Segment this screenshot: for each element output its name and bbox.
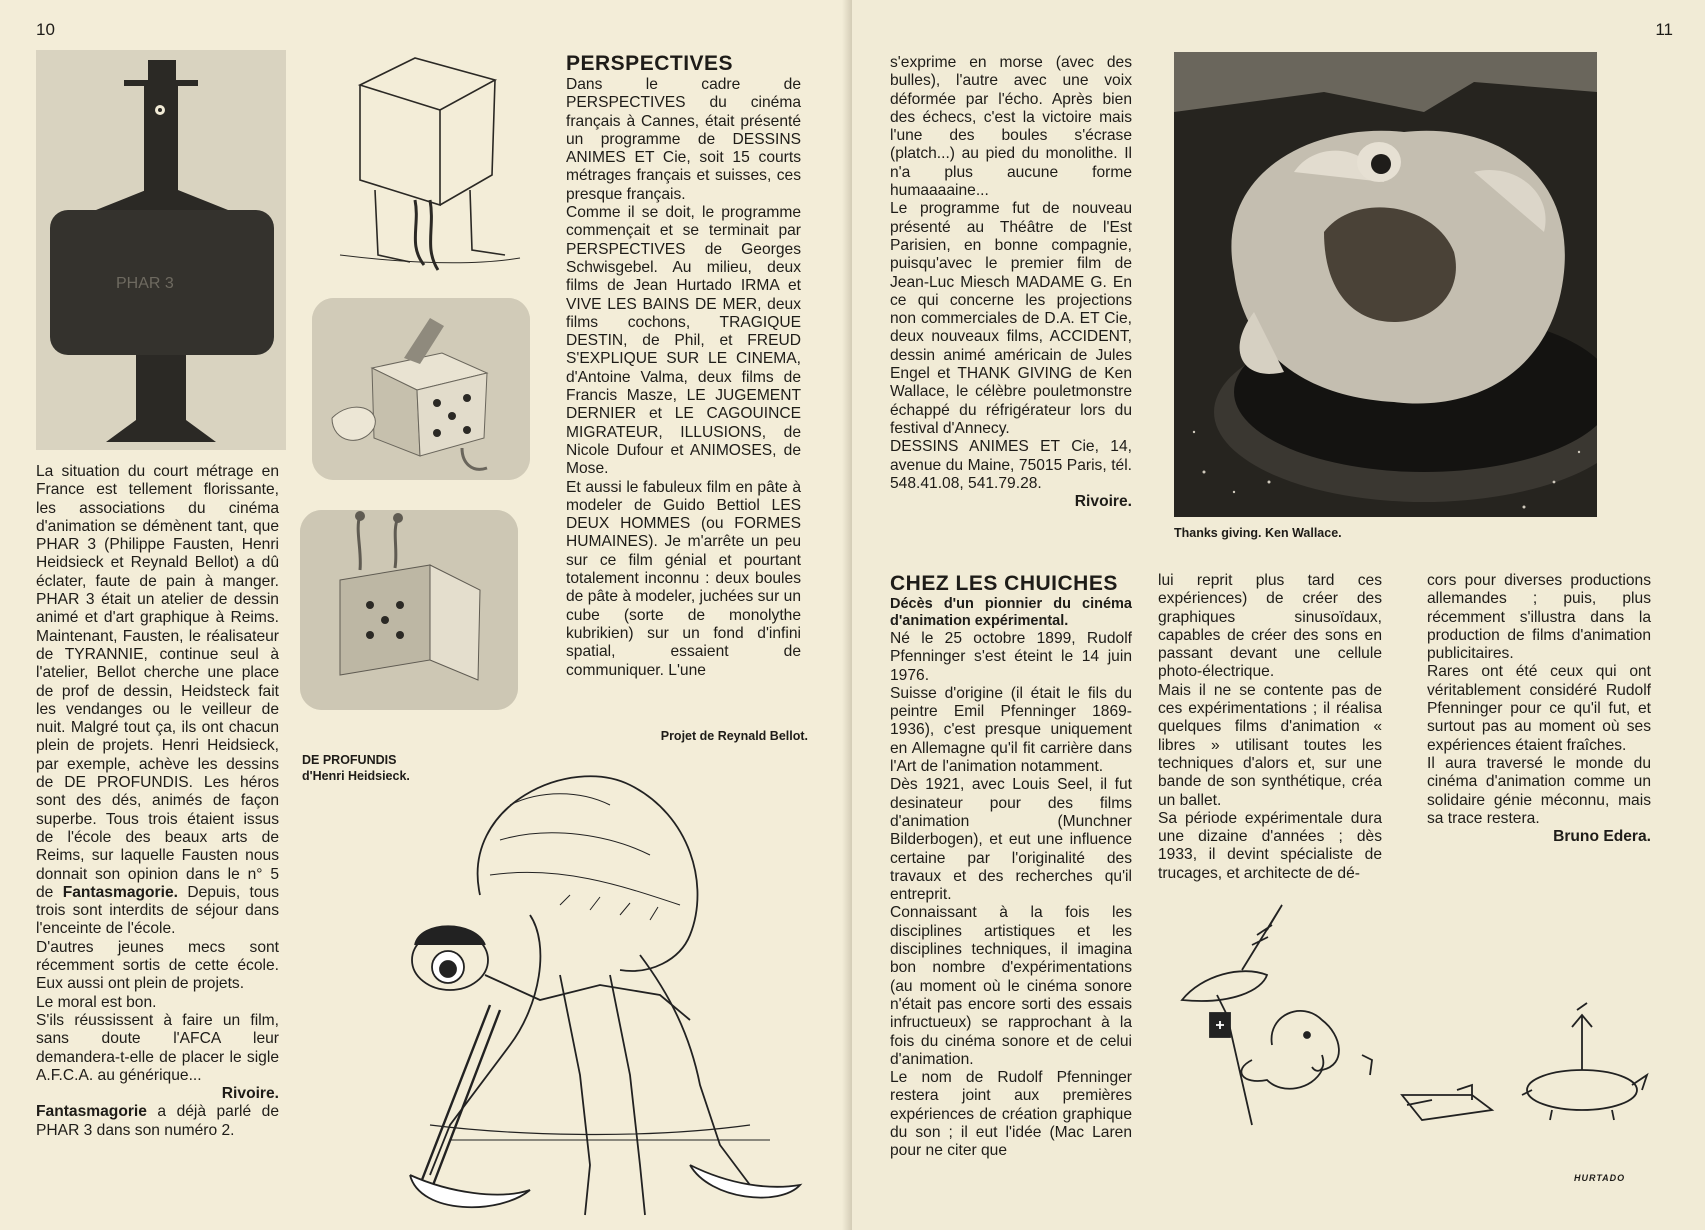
chuiches-paragraph: Suisse d'origine (il était le fils du peintre Emil Pfenninger 1869-1936), c'est presque uniquement en Allemagne qu'il fit carrière dans l'Art de l'animation notamment. [890, 684, 1132, 776]
chuiches-paragraph: Dès 1921, avec Louis Seel, il fut desinateur pour des films d'animation (Munchner Bilderbogen), et eut une influence certaine par l'originalité des travaux et des recherches qu'il entreprit. [890, 776, 1132, 904]
perspectives-paragraph: s'exprime en morse (avec des bulles), l'autre avec une voix déformée par l'écho. Après bien des échecs, c'est la victoire mais l'une des boules s'écrase (platch...) au pied du monolithe. Il n'a plus aucune forme humaaaaine... [890, 54, 1132, 200]
perspectives-continuation [890, 54, 1132, 511]
left-page [0, 0, 852, 1230]
right-page [852, 0, 1705, 1230]
phar3-signature: Rivoire. [221, 1085, 279, 1103]
phar3-illustration [36, 50, 286, 450]
phar3-note: Fantasmagorie a déjà parlé de PHAR 3 dans son numéro 2. [36, 1103, 280, 1139]
page-number-left: 10 [36, 20, 55, 39]
hunched-figure-drawing [390, 745, 810, 1223]
chuiches-signature: Bruno Edera. [1553, 828, 1651, 846]
chuiches-paragraph: lui reprit plus tard ces expériences) de créer des graphiques sinusoïdaux, capables de créer des sons en passant devant une cellule photo-électrique. [1158, 572, 1382, 681]
chuiches-paragraph: Le nom de Rudolf Pfenninger restera joint aux premières expériences de création graphique du son ; il eut l'idée (Mac Laren pour ne citer que [890, 1069, 1132, 1160]
chuiches-column-1 [890, 572, 1132, 1161]
perspectives-paragraph: Dans le cadre de PERSPECTIVES du cinéma français à Cannes, était présenté un programme de DESSINS ANIMES ET Cie, soit 15 courts métrages français et suisses, ces presque français. [566, 76, 801, 203]
chuiches-column-3 [1427, 572, 1651, 846]
de-profundis-caption: DE PROFUNDIS d'Henri Heidsieck. [302, 753, 410, 783]
chuiches-column-2 [1158, 572, 1382, 883]
chuiches-title: CHEZ LES CHUICHES [890, 572, 1118, 595]
chuiches-paragraph: Sa période expérimentale dura une dizaine d'années ; dès 1933, il devint spécialiste de trucages, et architecte de dé- [1158, 809, 1382, 882]
thanks-giving-photo [1174, 52, 1597, 517]
dice-still-1 [312, 298, 530, 480]
phar3-paragraph: Le moral est bon. [36, 993, 157, 1011]
chuiches-deck: Décès d'un pionnier du cinéma d'animation expérimental. [890, 596, 1132, 629]
hurtado-cartoon [1172, 895, 1662, 1130]
perspectives-title: PERSPECTIVES [566, 52, 734, 75]
projet-caption: Projet de Reynald Bellot. [660, 729, 808, 743]
perspectives-paragraph: Comme il se doit, le programme commençait et se terminait par PERSPECTIVES de Georges Schwisgebel. Au milieu, deux films de Jean Hurtado IRMA et VIVE LES BAINS DE MER, deux films cochons, TRAGIQUE DESTIN, de Phil, et FREUD S'EXPLIQUE SUR LE CINEMA, d'Antoine Valma, deux films de Francis Masze, LE JUGEMENT DERNIER et LE CAGOUINCE MIGRATEUR, ILLUSIONS, de Nicole Dufour et ANIMOSES, de Mose. [566, 204, 801, 478]
phar3-paragraph: S'ils réussissent à faire un film, sans doute l'AFCA leur demandera-t-elle de placer le sigle A.F.C.A. au générique... [36, 1011, 279, 1084]
phar3-box-label: PHAR 3 [116, 275, 174, 292]
hurtado-signature: HURTADO [1574, 1173, 1626, 1183]
phar3-article [36, 463, 279, 1140]
thanks-giving-caption: Thanks giving. Ken Wallace. [1174, 526, 1342, 540]
phar3-paragraph: La situation du court métrage en France est tellement florissante, les associations du cinéma d'animation se démènent tant, que PHAR 3 (Philippe Fausten, Henri Heidsieck et Reynald Bellot) a dû éclater, faute de pain à manger. PHAR 3 était un atelier de dessin animé et d'art graphique à Reims. Maintenant, Fausten, le réalisateur de TYRANNIE, continue seul à l'atelier, Bellot cherche une place de prof de dessin, Heidsteck fait les vendanges ou le veilleur de nuit. Malgré tout ça, ils ont chacun plein de projets. Henri Heidsieck, par exemple, achève les dessins de DE PROFUNDIS. Les héros sont des dés, animés de façon superbe. Tous trois étaient issus de l'école des beaux arts de Reims, sur laquelle Fausten nous donnait son opinion dans le n° 5 de Fantasmagorie. Depuis, tous trois sont interdits de séjour dans l'enceinte de l'école. [36, 463, 279, 938]
fantasmagorie-ref: Fantasmagorie. [62, 883, 178, 901]
perspectives-paragraph: Et aussi le fabuleux film en pâte à modeler de Guido Bettiol LES DEUX HOMMES (ou FORMES HUMAINES). Je m'arrête un peu sur ce film génial et pourtant totalement inconnu : deux boules de pâte à modeler, juchées sur un cube (sorte de monolythe kubrikien) sur un fond d'infini spatial, essaient de communiquer. L'une [566, 478, 801, 679]
chuiches-paragraph: Connaissant à la fois les disciplines artistiques et les disciplines techniques, il imagina bon nombre d'expérimentations (au moment où le cinéma sonore n'était pas encore sorti des essais infructueux) se rapprochant à la fois du cinéma sonore et de celui d'animation. [890, 904, 1132, 1068]
perspectives-article [566, 52, 801, 680]
perspectives-paragraph: Le programme fut de nouveau présenté au Théâtre de l'Est Parisien, en bonne compagnie, puisqu'avec le premier film de Jean-Luc Miesch MADAME G. En ce qui concerne les projections non commerciales de D.A. ET Cie, deux nouveaux films, ACCIDENT, dessin animé américain de Jules Engel et THANK GIVING de Ken Wallace, le célèbre pouletmonstre échappé du réfrigérateur lors du festival d'Annecy. [890, 200, 1132, 437]
perspectives-signature: Rivoire. [1074, 493, 1132, 511]
chuiches-paragraph: Mais il ne se contente pas de ces expérimentations ; il réalisa quelques films d'animation « libres » utilisant toutes les techniques d'alors et, sur une bande de son synthétique, créa un ballet. [1158, 681, 1382, 809]
chuiches-paragraph: Né le 25 octobre 1899, Rudolf Pfenninger s'est éteint le 14 juin 1976. [890, 630, 1132, 684]
chuiches-paragraph: cors pour diverses productions allemandes ; puis, plus récemment s'illustra dans la production de films d'animation publicitaires. [1427, 572, 1651, 663]
chuiches-paragraph: Il aura traversé le monde du cinéma d'animation comme un solidaire génie méconnu, mais sa trace restera. [1427, 754, 1651, 827]
page-number-right: 11 [1655, 20, 1673, 39]
chuiches-paragraph: Rares ont été ceux qui ont véritablement considéré Rudolf Pfenninger pour ce qu'il fut, et surtout pas au moment où ses expériences étaient fraîches. [1427, 663, 1651, 754]
perspectives-paragraph: DESSINS ANIMES ET Cie, 14, avenue du Maine, 75015 Paris, tél. 548.41.08, 541.79.28. [890, 438, 1132, 492]
dice-still-2 [300, 510, 518, 710]
phar3-paragraph: D'autres jeunes mecs sont récemment sortis de cette école. Eux aussi ont plein de projets. [36, 938, 279, 993]
cube-sketch [320, 50, 535, 275]
